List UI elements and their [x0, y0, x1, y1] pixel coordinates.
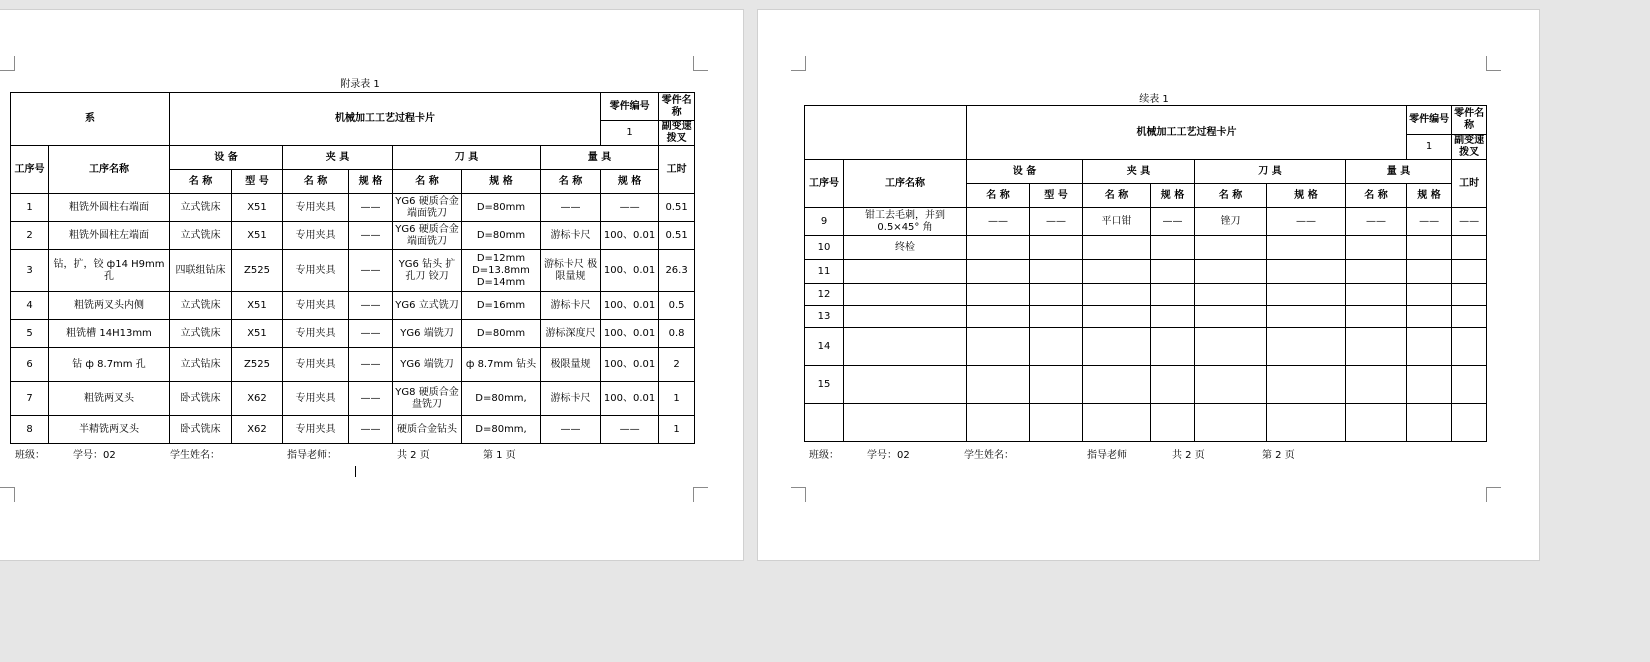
cell-tool-spec: D=80mm, [462, 382, 541, 416]
cell-tool-spec: D=80mm [462, 222, 541, 250]
footer-student-no: 学号：02 [867, 450, 910, 461]
cell-fixture-name [1083, 306, 1151, 328]
cell-tool-name [1195, 366, 1267, 404]
col-fixture: 夹 具 [283, 146, 393, 170]
cell-gauge-spec: 100、0.01 [601, 348, 659, 382]
cell-tool-name [1195, 404, 1267, 442]
col-tool-name: 名 称 [393, 170, 462, 194]
cell-gauge-spec [1407, 306, 1452, 328]
page-title: 附录表 1 [340, 79, 380, 90]
cell-gauge-spec [1407, 328, 1452, 366]
cell-step-name: 粗铣外圆柱左端面 [49, 222, 170, 250]
col-fixture-spec: 规 格 [1151, 184, 1195, 208]
cell-step-name: 粗铣两叉头内侧 [49, 292, 170, 320]
col-step-name: 工序名称 [844, 160, 967, 208]
cell-fixture-spec: —— [349, 222, 393, 250]
cell-gauge-name: 游标卡尺 [541, 292, 601, 320]
cell-tool-spec: —— [1267, 208, 1346, 236]
col-fixture-name: 名 称 [283, 170, 349, 194]
col-gauge: 量 具 [541, 146, 659, 170]
cell-step-no: 15 [805, 366, 844, 404]
table-row [805, 260, 1487, 284]
col-equip-model: 型 号 [1030, 184, 1083, 208]
footer-teacher: 指导老师： [287, 450, 337, 461]
cell-equip-name: 立式铣床 [170, 320, 232, 348]
cell-gauge-name [1346, 284, 1407, 306]
cell-tool-spec: D=12mm D=13.8mm D=14mm [462, 250, 541, 292]
cell-equip-model [1030, 366, 1083, 404]
cell-tool-spec [1267, 284, 1346, 306]
col-equip-name: 名 称 [967, 184, 1030, 208]
table-row [805, 284, 1487, 306]
cell-gauge-name: 极限量规 [541, 348, 601, 382]
page-title: 续表 1 [1139, 94, 1169, 105]
dept-cell [805, 106, 967, 160]
cell-hours [1452, 404, 1487, 442]
cell-fixture-spec: —— [349, 292, 393, 320]
col-equip-name: 名 称 [170, 170, 232, 194]
cell-gauge-spec [1407, 236, 1452, 260]
footer-student-name: 学生姓名： [964, 450, 1014, 461]
cell-gauge-name: —— [541, 194, 601, 222]
col-tool: 刀 具 [1195, 160, 1346, 184]
cell-equip-model [1030, 284, 1083, 306]
cell-fixture-name: 专用夹具 [283, 382, 349, 416]
cell-step-name: 粗铣两叉头 [49, 382, 170, 416]
cell-equip-model [1030, 236, 1083, 260]
cell-step-name: 终检 [844, 236, 967, 260]
cell-tool-name [1195, 328, 1267, 366]
cell-gauge-name: 游标卡尺 [541, 222, 601, 250]
cell-step-no: 13 [805, 306, 844, 328]
cell-equip-model: X62 [232, 382, 283, 416]
cell-equip-name: 卧式铣床 [170, 382, 232, 416]
cell-fixture-name [1083, 328, 1151, 366]
cell-gauge-name: —— [541, 416, 601, 444]
cell-step-name [844, 366, 967, 404]
cell-step-no: 6 [11, 348, 49, 382]
cell-step-name: 钻 ф 8.7mm 孔 [49, 348, 170, 382]
col-tool: 刀 具 [393, 146, 541, 170]
cell-step-name [844, 328, 967, 366]
cell-step-no [805, 404, 844, 442]
cell-tool-spec [1267, 306, 1346, 328]
document-page-1 [0, 9, 744, 561]
cell-tool-name: 锉刀 [1195, 208, 1267, 236]
cell-equip-name: 立式铣床 [170, 292, 232, 320]
crop-mark [693, 56, 708, 71]
col-gauge-name: 名 称 [541, 170, 601, 194]
cell-fixture-name: 专用夹具 [283, 222, 349, 250]
cell-fixture-name: 平口钳 [1083, 208, 1151, 236]
cell-equip-model: X62 [232, 416, 283, 444]
table-row [11, 416, 695, 444]
cell-step-no: 11 [805, 260, 844, 284]
cell-tool-spec [1267, 328, 1346, 366]
cell-fixture-spec [1151, 366, 1195, 404]
cell-hours [1452, 328, 1487, 366]
table-row [805, 404, 1487, 442]
col-tool-spec: 规 格 [462, 170, 541, 194]
cell-gauge-spec [1407, 404, 1452, 442]
col-step-no: 工序号 [805, 160, 844, 208]
cell-hours: 2 [659, 348, 695, 382]
cell-fixture-spec: —— [349, 416, 393, 444]
cell-equip-model: X51 [232, 320, 283, 348]
cell-equip-name [967, 366, 1030, 404]
cell-tool-spec [1267, 236, 1346, 260]
cell-step-no: 5 [11, 320, 49, 348]
col-tool-name: 名 称 [1195, 184, 1267, 208]
table-row [11, 222, 695, 250]
part-name: 副变速拨叉 [1452, 135, 1487, 160]
cell-gauge-spec: 100、0.01 [601, 250, 659, 292]
cell-gauge-spec: 100、0.01 [601, 292, 659, 320]
cell-fixture-spec [1151, 328, 1195, 366]
cell-step-no: 10 [805, 236, 844, 260]
cell-equip-model: X51 [232, 194, 283, 222]
cell-tool-name: YG6 端铣刀 [393, 320, 462, 348]
cell-fixture-spec: —— [1151, 208, 1195, 236]
table-body [11, 194, 695, 444]
cell-hours: 0.5 [659, 292, 695, 320]
cell-fixture-spec [1151, 260, 1195, 284]
cell-equip-model [1030, 260, 1083, 284]
cell-equip-name: 四联组钻床 [170, 250, 232, 292]
cell-fixture-spec: —— [349, 250, 393, 292]
table-row [11, 292, 695, 320]
cell-hours [1452, 284, 1487, 306]
footer-total-pages: 共 2 页 [1172, 450, 1205, 461]
cell-tool-spec [1267, 404, 1346, 442]
cell-equip-name [967, 236, 1030, 260]
cell-equip-model [1030, 328, 1083, 366]
cell-tool-name [1195, 284, 1267, 306]
page-footer [809, 446, 1499, 460]
cell-step-no: 4 [11, 292, 49, 320]
crop-mark [693, 487, 708, 502]
col-hours: 工时 [1452, 160, 1487, 208]
cell-fixture-spec [1151, 236, 1195, 260]
cell-equip-name [967, 404, 1030, 442]
card-title: 机械加工工艺过程卡片 [170, 93, 601, 146]
cell-fixture-spec: —— [349, 194, 393, 222]
cell-tool-name: 硬质合金钻头 [393, 416, 462, 444]
cell-fixture-name [1083, 260, 1151, 284]
footer-class: 班级： [15, 450, 45, 461]
cell-step-no: 9 [805, 208, 844, 236]
table-row [805, 208, 1487, 236]
cell-fixture-name: 专用夹具 [283, 348, 349, 382]
cell-fixture-spec [1151, 284, 1195, 306]
cell-fixture-name [1083, 236, 1151, 260]
footer-student-name: 学生姓名： [170, 450, 220, 461]
cell-step-no: 3 [11, 250, 49, 292]
cell-fixture-name: 专用夹具 [283, 292, 349, 320]
footer-student-no: 学号：02 [73, 450, 116, 461]
table-row [805, 306, 1487, 328]
cell-equip-model: —— [1030, 208, 1083, 236]
cell-gauge-spec: —— [1407, 208, 1452, 236]
cell-gauge-name [1346, 306, 1407, 328]
col-fixture-name: 名 称 [1083, 184, 1151, 208]
table-row [11, 194, 695, 222]
cell-fixture-spec: —— [349, 320, 393, 348]
cell-fixture-name [1083, 284, 1151, 306]
cell-step-name [844, 404, 967, 442]
part-no-label: 零件编号 [1407, 106, 1452, 135]
cell-gauge-name [1346, 328, 1407, 366]
cell-tool-spec: D=80mm [462, 194, 541, 222]
cell-hours: 0.51 [659, 194, 695, 222]
cell-fixture-spec [1151, 404, 1195, 442]
table-row [805, 328, 1487, 366]
cell-step-name: 粗铣外圆柱右端面 [49, 194, 170, 222]
cell-equip-model: X51 [232, 222, 283, 250]
footer-page-number: 第 2 页 [1262, 450, 1295, 461]
cell-equip-name [967, 306, 1030, 328]
cell-gauge-name [1346, 260, 1407, 284]
col-hours: 工时 [659, 146, 695, 194]
cell-fixture-name: 专用夹具 [283, 250, 349, 292]
cell-fixture-name [1083, 404, 1151, 442]
cell-hours: 1 [659, 382, 695, 416]
cell-step-no: 14 [805, 328, 844, 366]
cell-gauge-spec: 100、0.01 [601, 320, 659, 348]
cell-step-name: 钳工去毛刺，并到 0.5×45° 角 [844, 208, 967, 236]
cell-gauge-spec: 100、0.01 [601, 382, 659, 416]
col-gauge-spec: 规 格 [601, 170, 659, 194]
cell-tool-name: YG6 端铣刀 [393, 348, 462, 382]
col-fixture-spec: 规 格 [349, 170, 393, 194]
cell-hours [1452, 366, 1487, 404]
cell-gauge-name: 游标卡尺 极限量规 [541, 250, 601, 292]
cell-equip-model [1030, 404, 1083, 442]
cell-gauge-name: 游标深度尺 [541, 320, 601, 348]
cell-step-name: 钻，扩，铰 ф14 H9mm 孔 [49, 250, 170, 292]
col-gauge-name: 名 称 [1346, 184, 1407, 208]
cell-hours: 1 [659, 416, 695, 444]
cell-equip-model [1030, 306, 1083, 328]
cell-equip-name: 立式铣床 [170, 222, 232, 250]
cell-tool-spec: D=80mm, [462, 416, 541, 444]
footer-page-number: 第 1 页 [483, 450, 516, 461]
cell-equip-name [967, 260, 1030, 284]
col-step-name: 工序名称 [49, 146, 170, 194]
footer-teacher: 指导老师 [1087, 450, 1127, 461]
cell-gauge-name [1346, 236, 1407, 260]
cell-tool-name [1195, 260, 1267, 284]
part-name-label: 零件名称 [659, 93, 695, 121]
table-row [11, 348, 695, 382]
table-row [805, 236, 1487, 260]
cell-fixture-name: 专用夹具 [283, 320, 349, 348]
col-gauge-spec: 规 格 [1407, 184, 1452, 208]
part-no-label: 零件编号 [601, 93, 659, 121]
cell-tool-spec [1267, 366, 1346, 404]
crop-mark [0, 487, 15, 502]
cell-tool-name: YG6 硬质合金端面铣刀 [393, 194, 462, 222]
cell-equip-name: 立式铣床 [170, 194, 232, 222]
cell-step-name [844, 284, 967, 306]
col-step-no: 工序号 [11, 146, 49, 194]
process-card-table [10, 92, 695, 444]
cell-equip-model: Z525 [232, 250, 283, 292]
document-page-2 [757, 9, 1540, 561]
cell-tool-name: YG8 硬质合金盘铣刀 [393, 382, 462, 416]
cell-gauge-spec [1407, 366, 1452, 404]
cell-hours: 0.51 [659, 222, 695, 250]
cell-fixture-spec: —— [349, 382, 393, 416]
part-no: 1 [1407, 135, 1452, 160]
cell-step-no: 8 [11, 416, 49, 444]
table-row [11, 320, 695, 348]
cell-gauge-name [1346, 366, 1407, 404]
col-tool-spec: 规 格 [1267, 184, 1346, 208]
cell-gauge-spec: —— [601, 194, 659, 222]
cell-step-name [844, 306, 967, 328]
cell-equip-name: —— [967, 208, 1030, 236]
cell-hours: 26.3 [659, 250, 695, 292]
cell-gauge-spec [1407, 284, 1452, 306]
cell-hours: —— [1452, 208, 1487, 236]
cell-fixture-name: 专用夹具 [283, 194, 349, 222]
cell-step-no: 7 [11, 382, 49, 416]
cell-step-no: 12 [805, 284, 844, 306]
cell-step-no: 1 [11, 194, 49, 222]
cell-gauge-spec [1407, 260, 1452, 284]
cell-equip-model: Z525 [232, 348, 283, 382]
card-title: 机械加工工艺过程卡片 [967, 106, 1407, 160]
text-cursor [355, 466, 356, 477]
cell-step-name: 半精铣两叉头 [49, 416, 170, 444]
cell-tool-spec: D=16mm [462, 292, 541, 320]
cell-fixture-name: 专用夹具 [283, 416, 349, 444]
cell-gauge-spec: 100、0.01 [601, 222, 659, 250]
crop-mark [1486, 487, 1501, 502]
cell-tool-spec: D=80mm [462, 320, 541, 348]
cell-gauge-name [1346, 404, 1407, 442]
col-equip-model: 型 号 [232, 170, 283, 194]
crop-mark [791, 56, 806, 71]
cell-equip-name [967, 284, 1030, 306]
footer-total-pages: 共 2 页 [397, 450, 430, 461]
cell-tool-spec: ф 8.7mm 钻头 [462, 348, 541, 382]
cell-hours [1452, 260, 1487, 284]
table-body [805, 208, 1487, 442]
cell-fixture-name [1083, 366, 1151, 404]
cell-gauge-name: 游标卡尺 [541, 382, 601, 416]
footer-class: 班级： [809, 450, 839, 461]
cell-hours [1452, 306, 1487, 328]
crop-mark [791, 487, 806, 502]
cell-equip-model: X51 [232, 292, 283, 320]
crop-mark [1486, 56, 1501, 71]
table-row [11, 250, 695, 292]
crop-mark [0, 56, 15, 71]
table-row [805, 366, 1487, 404]
cell-equip-name [967, 328, 1030, 366]
dept-cell: 系 [11, 93, 170, 146]
cell-gauge-name: —— [1346, 208, 1407, 236]
cell-gauge-spec: —— [601, 416, 659, 444]
cell-equip-name: 卧式铣床 [170, 416, 232, 444]
cell-tool-name: YG6 钻头 扩孔刀 铰刀 [393, 250, 462, 292]
cell-tool-name [1195, 236, 1267, 260]
cell-tool-spec [1267, 260, 1346, 284]
col-equipment: 设 备 [967, 160, 1083, 184]
part-name: 副变速拨叉 [659, 121, 695, 146]
page-footer [15, 446, 705, 460]
cell-fixture-spec: —— [349, 348, 393, 382]
table-row [11, 382, 695, 416]
col-fixture: 夹 具 [1083, 160, 1195, 184]
cell-hours: 0.8 [659, 320, 695, 348]
part-name-label: 零件名称 [1452, 106, 1487, 135]
cell-step-name [844, 260, 967, 284]
cell-equip-name: 立式钻床 [170, 348, 232, 382]
cell-step-name: 粗铣槽 14H13mm [49, 320, 170, 348]
col-gauge: 量 具 [1346, 160, 1452, 184]
cell-step-no: 2 [11, 222, 49, 250]
cell-tool-name: YG6 硬质合金端面铣刀 [393, 222, 462, 250]
col-equipment: 设 备 [170, 146, 283, 170]
part-no: 1 [601, 121, 659, 146]
process-card-table [804, 105, 1487, 442]
cell-tool-name [1195, 306, 1267, 328]
cell-hours [1452, 236, 1487, 260]
cell-tool-name: YG6 立式铣刀 [393, 292, 462, 320]
cell-fixture-spec [1151, 306, 1195, 328]
